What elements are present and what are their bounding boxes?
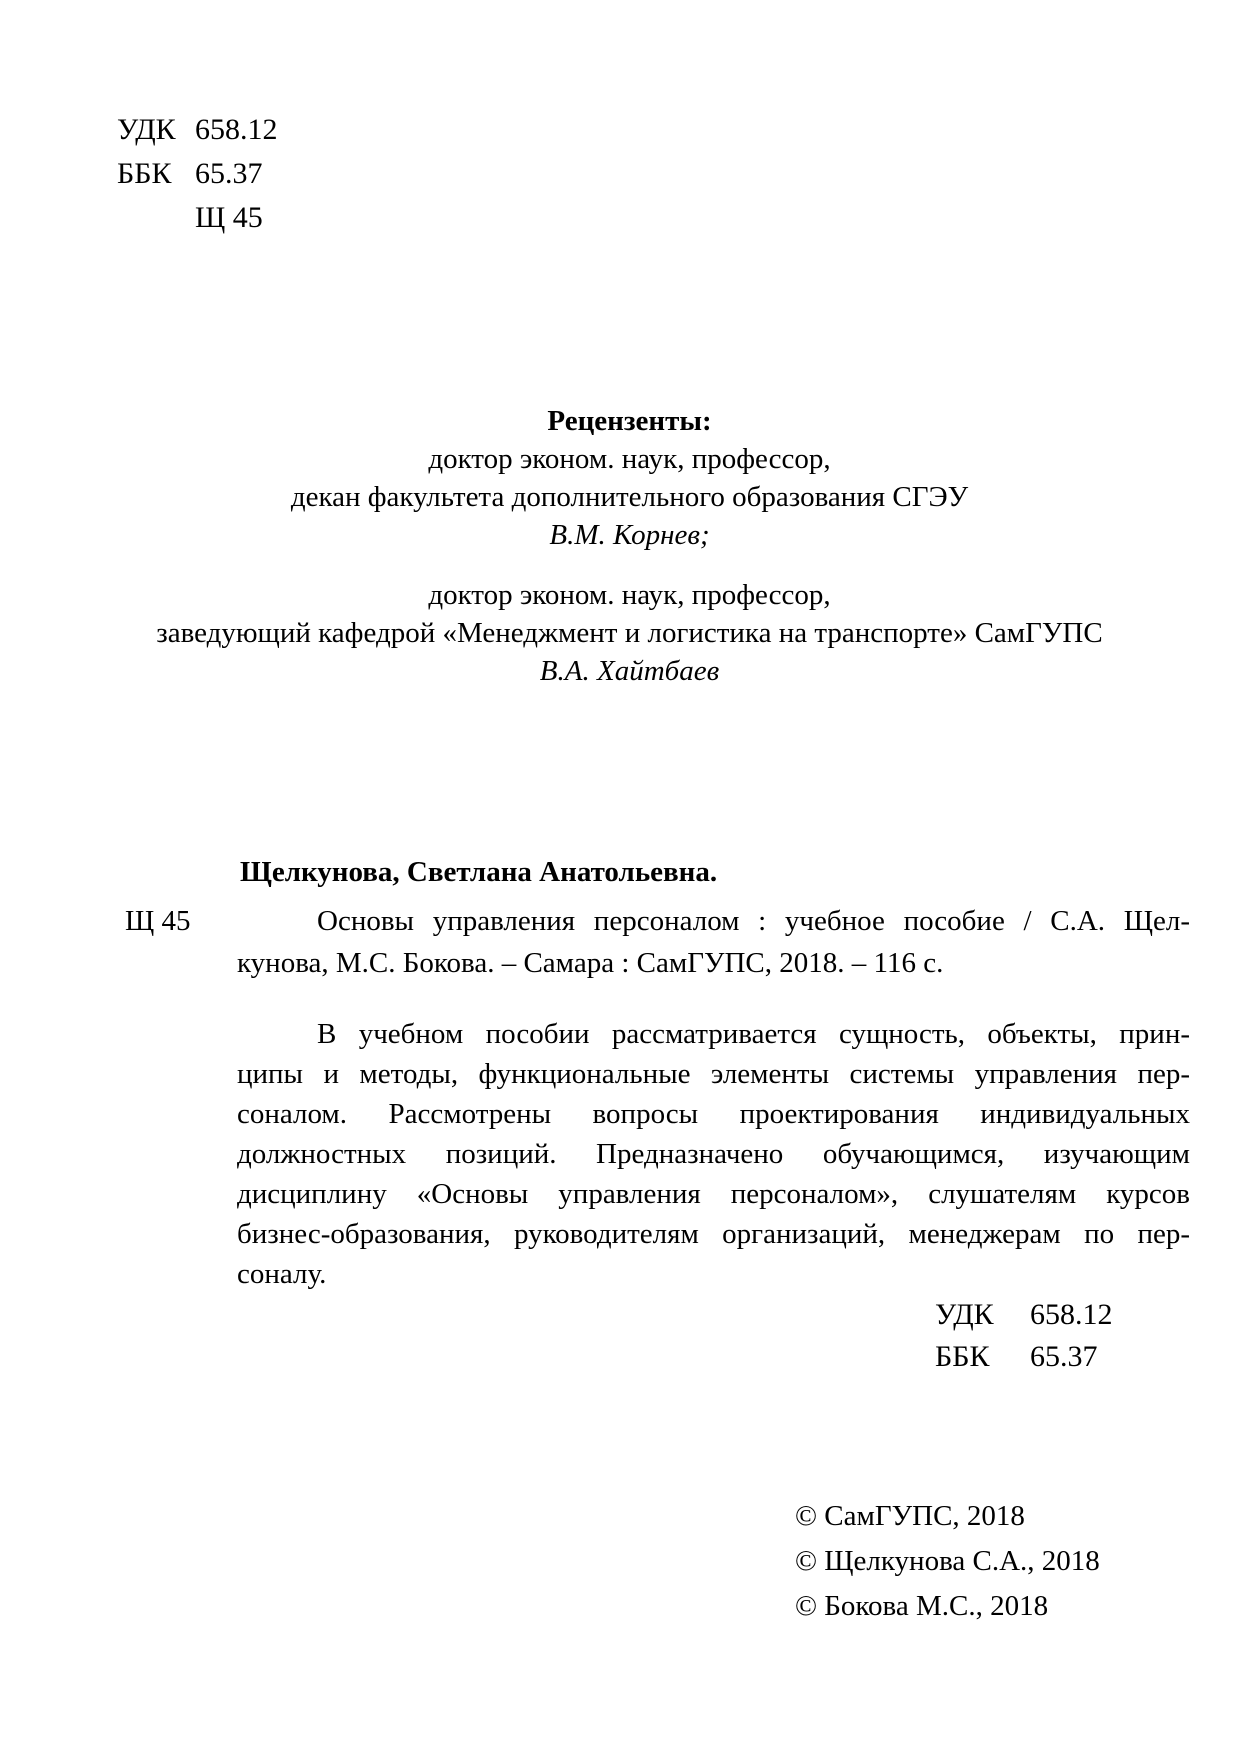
classification-block-top xyxy=(117,108,278,240)
bbk-label: ББК xyxy=(117,157,172,190)
copyright-block xyxy=(795,1494,1100,1629)
reviewer-1-name: В.М. Корнев; xyxy=(549,519,710,551)
catalog-entry xyxy=(237,900,1190,984)
reviewer-2-title-line: доктор эконом. наук, профессор, xyxy=(428,579,831,611)
reviewer-2-position-line: заведующий кафедрой «Менеджмент и логистика на транспорте» СамГУПС xyxy=(156,617,1103,649)
reviewer-2-name: В.А. Хайтбаев xyxy=(539,655,720,687)
udk-value: 658.12 xyxy=(195,113,278,146)
catalog-entry-line: кунова, М.С. Бокова. – Самара : СамГУПС, 2018. – 116 с. xyxy=(237,947,944,979)
reviewers-gap xyxy=(18,554,1241,576)
annotation-line: ципы и методы, функциональные элементы системы управления пер- xyxy=(237,1058,1190,1090)
udk-footer-label: УДК xyxy=(935,1298,994,1331)
annotation-line: соналу. xyxy=(237,1258,327,1290)
bbk-footer-label: ББК xyxy=(935,1340,990,1373)
copyright-line: © Бокова М.С., 2018 xyxy=(795,1590,1049,1622)
annotation-line: соналом. Рассмотрены вопросы проектирования индивидуальных xyxy=(237,1098,1190,1130)
annotation-line: В учебном пособии рассматривается сущность, объекты, прин- xyxy=(317,1018,1190,1050)
bbk-row xyxy=(117,152,278,196)
copyright-line: © СамГУПС, 2018 xyxy=(795,1500,1025,1532)
annotation-line: должностных позиций. Предназначено обучающимся, изучающим xyxy=(237,1138,1190,1170)
reviewers-block xyxy=(18,402,1241,690)
reviewer-1-position-line: декан факультета дополнительного образования СГЭУ xyxy=(290,481,969,513)
bbk-footer-row xyxy=(935,1336,1113,1378)
udk-label: УДК xyxy=(117,113,176,146)
annotation-paragraph xyxy=(237,1014,1190,1294)
catalog-author-heading: Щелкунова, Светлана Анатольевна. xyxy=(240,856,718,888)
classification-block-footer xyxy=(935,1294,1113,1378)
author-sign-spacer xyxy=(117,196,195,240)
udk-footer-value: 658.12 xyxy=(1030,1298,1113,1331)
author-sign: Щ 45 xyxy=(195,201,263,234)
copyright-line: © Щелкунова С.А., 2018 xyxy=(795,1545,1100,1577)
bbk-value: 65.37 xyxy=(195,157,263,190)
udk-footer-row xyxy=(935,1294,1113,1336)
reviewer-1-title-line: доктор эконом. наук, профессор, xyxy=(428,443,831,475)
shelf-code: Щ 45 xyxy=(125,905,191,937)
annotation-line: бизнес-образования, руководителям организаций, менеджерам по пер- xyxy=(237,1218,1190,1250)
reviewers-heading: Рецензенты: xyxy=(547,405,712,437)
bbk-footer-value: 65.37 xyxy=(1030,1340,1098,1373)
annotation-line: дисциплину «Основы управления персоналом», слушателям курсов xyxy=(237,1178,1190,1210)
udk-row xyxy=(117,108,278,152)
author-sign-row xyxy=(117,196,278,240)
catalog-entry-line: Основы управления персоналом : учебное пособие / С.А. Щел- xyxy=(317,905,1190,937)
